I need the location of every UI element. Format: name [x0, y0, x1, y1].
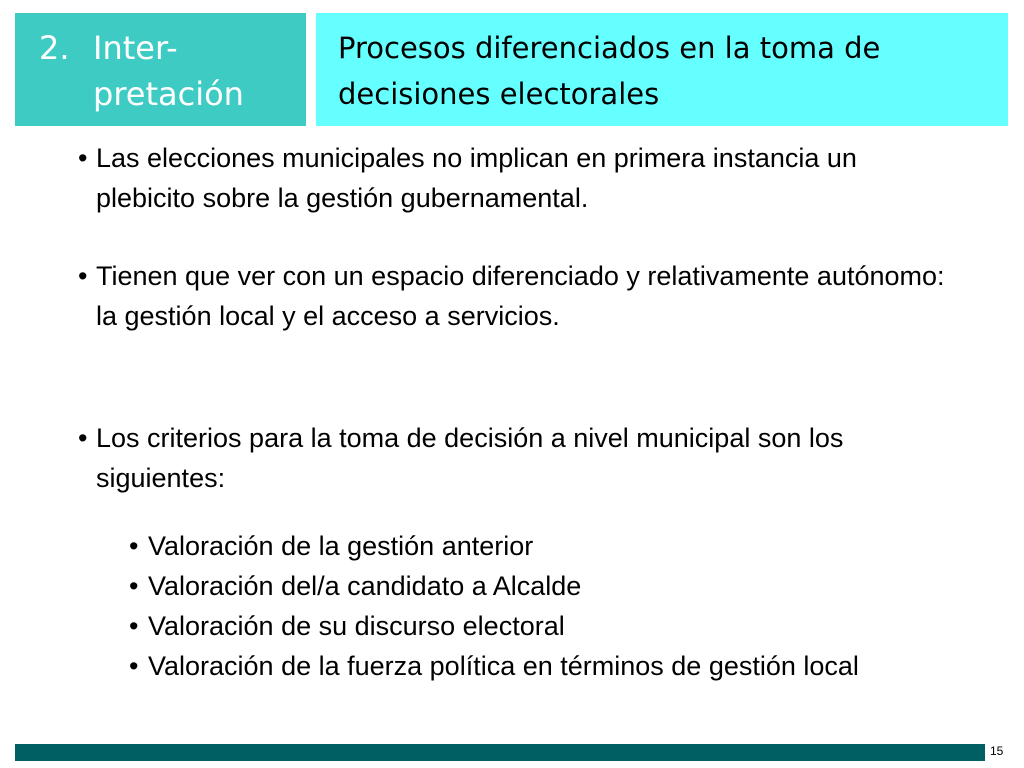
- bullet-icon: •: [78, 143, 88, 173]
- bullet-icon: •: [129, 571, 139, 601]
- bullet-icon: •: [129, 651, 139, 681]
- bullet-text: Las elecciones municipales no implican en primera instancia un plebicito sobre la gestión gubernamental.: [96, 143, 857, 213]
- bullet-text: Tienen que ver con un espacio diferenciado y relativamente autónomo: la gestión local y el acceso a servicios.: [96, 261, 945, 331]
- bullet-text: Los criterios para la toma de decisión a nivel municipal son los siguientes:: [96, 423, 844, 493]
- bullet-icon: •: [78, 261, 88, 291]
- sub-bullet-text: Valoración de su discurso electoral: [148, 611, 565, 641]
- section-label: Inter-pretación: [93, 29, 244, 113]
- sub-bullet-text: Valoración de la gestión anterior: [148, 531, 534, 561]
- bullet-icon: •: [129, 611, 139, 641]
- slide-title: Procesos diferenciados en la toma de decisiones electorales: [338, 31, 881, 111]
- page-number: 15: [990, 744, 1004, 758]
- sub-bullet-text: Valoración de la fuerza política en términos de gestión local: [148, 651, 859, 681]
- bullet-icon: •: [78, 423, 88, 453]
- bullet-icon: •: [129, 531, 139, 561]
- footer-bar: [15, 744, 985, 761]
- section-number: 2.: [39, 29, 70, 67]
- sub-bullet-text: Valoración del/a candidato a Alcalde: [148, 571, 582, 601]
